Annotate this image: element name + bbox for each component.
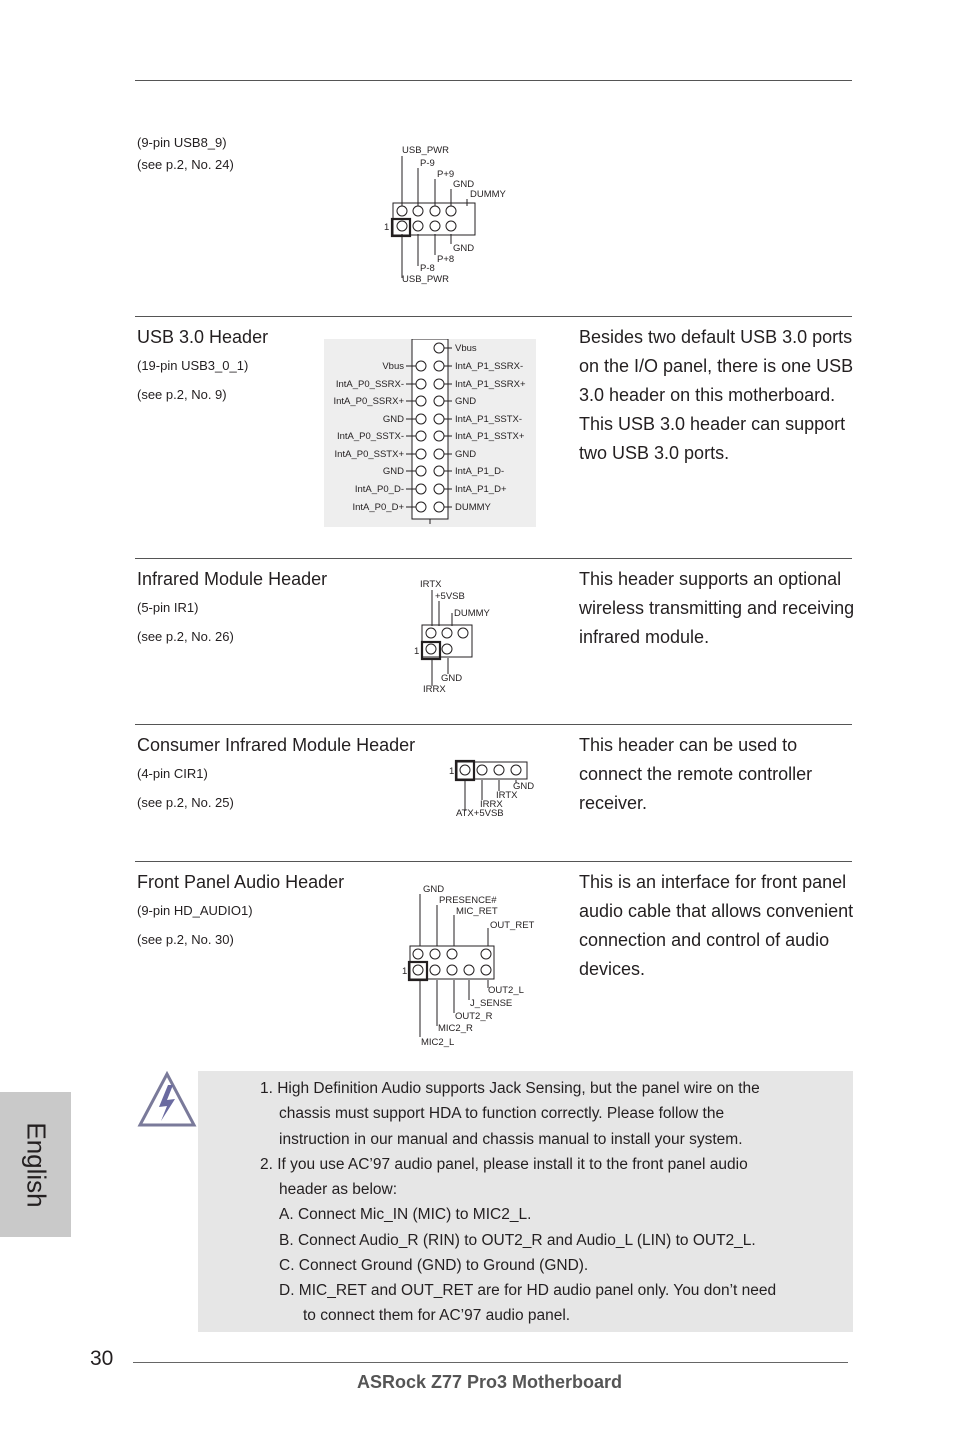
usb30-right-pin: Vbus [455,343,477,354]
audio-pin1-marker: 1 [402,966,408,977]
note-line: 1. High Definition Audio supports Jack Sensing, but the panel wire on the [260,1080,760,1097]
note-line: to connect them for AC’97 audio panel. [303,1307,571,1324]
usb30-right-pin: IntA_P1_SSRX- [455,361,524,372]
usb30-right-pin: IntA_P1_D- [455,466,505,477]
usb30-left-pin: IntA_P0_SSRX+ [333,396,404,407]
usb30-description: Besides two default USB 3.0 ports on the I/O panel, there is one USB 3.0 header on this motherboard. This USB 3.0 header can support two USB 3.0 ports. [579,327,854,463]
usb30-right-pin: IntA_P1_SSTX- [455,414,523,425]
usb89-label-gnd-top: GND [453,179,475,190]
usb89-label-p8p: P+8 [437,254,455,265]
usb30-right-pin: GND [455,396,477,407]
cir-label-atx5vsb: ATX+5VSB [456,808,504,819]
usb30-right-pin: GND [455,449,477,460]
audio-description: This is an interface for front panel audio cable that allows convenient connection and control of audio devices. [579,872,854,979]
usb30-right-pin: IntA_P1_D+ [455,484,507,495]
usb89-label-usbpwr-bot: USB_PWR [402,274,449,285]
language-side-tab-label: English [21,1121,51,1208]
divider-4 [135,861,852,862]
usb89-label-p9p: P+9 [437,169,455,180]
note-line: B. Connect Audio_R (RIN) to OUT2_R and Audio_L (LIN) to OUT2_L. [279,1232,756,1249]
audio-title: Front Panel Audio Header [137,872,345,892]
ir-label-irrx: IRRX [423,684,446,695]
audio-label-out2-l: OUT2_L [488,985,524,996]
note-line: header as below: [279,1181,398,1198]
note-line: D. MIC_RET and OUT_RET are for HD audio panel only. You don’t need [279,1282,777,1299]
audio-notes-box [198,1071,853,1332]
audio-label-mic-ret: MIC_RET [456,906,498,917]
note-line: instruction in our manual and chassis manual to install your system. [279,1131,743,1148]
usb89-label-p9: P-9 [420,158,435,169]
ir-pin-diagram [410,576,510,696]
audio-label-out2-r: OUT2_R [455,1011,493,1022]
ir-pin1-marker: 1 [414,646,420,657]
usb30-left-pin: IntA_P0_SSTX+ [334,449,404,460]
note-line: A. Connect Mic_IN (MIC) to MIC2_L. [279,1206,532,1223]
top-rule [135,80,852,81]
footer-rule [133,1362,848,1363]
usb30-left-pin: IntA_P0_SSTX- [336,431,404,442]
usb89-label-dummy: DUMMY [470,189,506,200]
audio-label-mic2-r: MIC2_R [438,1023,473,1034]
audio-label-presence: PRESENCE# [439,895,497,906]
divider-3 [135,724,852,725]
usb30-see-ref: (see p.2, No. 9) [137,387,227,402]
usb30-right-pin: IntA_P1_SSTX+ [455,431,525,442]
usb89-label-p8: P-8 [420,263,435,274]
cir-description: This header can be used to connect the remote controller receiver. [579,735,813,813]
ir-label-5vsb: +5VSB [435,591,465,602]
usb30-right-pin: IntA_P1_SSRX+ [455,379,526,390]
footer-title: ASRock Z77 Pro3 Motherboard [357,1372,623,1392]
ir-pin-label: (5-pin IR1) [137,600,199,615]
ir-description: This header supports an optional wireless transmitting and receiving infrared module. [579,569,855,647]
page-number: 30 [90,1347,114,1370]
usb89-label-gnd-bot: GND [453,243,475,254]
cir-label-gnd: GND [513,781,535,792]
usb89-pin-diagram [380,140,530,290]
cir-label-irrx: IRRX [480,799,503,810]
divider-2 [135,558,852,559]
audio-pin-label: (9-pin HD_AUDIO1) [137,903,253,918]
audio-label-gnd: GND [423,884,445,895]
usb30-left-pin: GND [382,414,404,425]
usb30-left-pin: GND [382,466,404,477]
cir-title: Consumer Infrared Module Header [137,735,416,755]
warning-lightning-icon [137,1071,197,1129]
cir-pin-label: (4-pin CIR1) [137,766,208,781]
cir-see-ref: (see p.2, No. 25) [137,795,234,810]
audio-label-out-ret: OUT_RET [490,920,535,931]
ir-label-dummy: DUMMY [454,608,490,619]
usb30-left-pin: IntA_P0_D- [354,484,404,495]
usb30-title: USB 3.0 Header [137,327,269,347]
audio-pin-diagram [398,880,548,1052]
audio-label-j-sense: J_SENSE [470,998,513,1009]
usb30-pin-label: (19-pin USB3_0_1) [137,358,249,373]
usb30-left-pin: Vbus [382,361,404,372]
note-line: chassis must support HDA to function correctly. Please follow the [279,1105,725,1122]
cir-pin1-marker: 1 [449,766,455,777]
note-line: C. Connect Ground (GND) to Ground (GND). [279,1257,589,1274]
language-side-tab [0,1092,71,1237]
audio-see-ref: (see p.2, No. 30) [137,932,234,947]
ir-see-ref: (see p.2, No. 26) [137,629,234,644]
usb30-pin-diagram [324,339,536,527]
usb30-left-pin: IntA_P0_D+ [352,502,404,513]
usb30-right-pin: DUMMY [455,502,491,513]
ir-title: Infrared Module Header [137,569,328,589]
ir-label-gnd: GND [441,673,463,684]
usb89-pin-label: (9-pin USB8_9) [137,135,227,150]
ir-label-irtx: IRTX [420,579,442,590]
cir-pin-diagram [446,755,546,821]
usb89-see-ref: (see p.2, No. 24) [137,157,234,172]
usb89-pin1-marker: 1 [384,222,390,233]
audio-label-mic2-l: MIC2_L [421,1037,455,1048]
note-line: 2. If you use AC’97 audio panel, please install it to the front panel audio [260,1156,748,1173]
cir-label-irtx: IRTX [496,790,518,801]
divider-1 [135,316,852,317]
usb89-label-usbpwr-top: USB_PWR [402,145,449,156]
usb30-left-pin: IntA_P0_SSRX- [335,379,404,390]
